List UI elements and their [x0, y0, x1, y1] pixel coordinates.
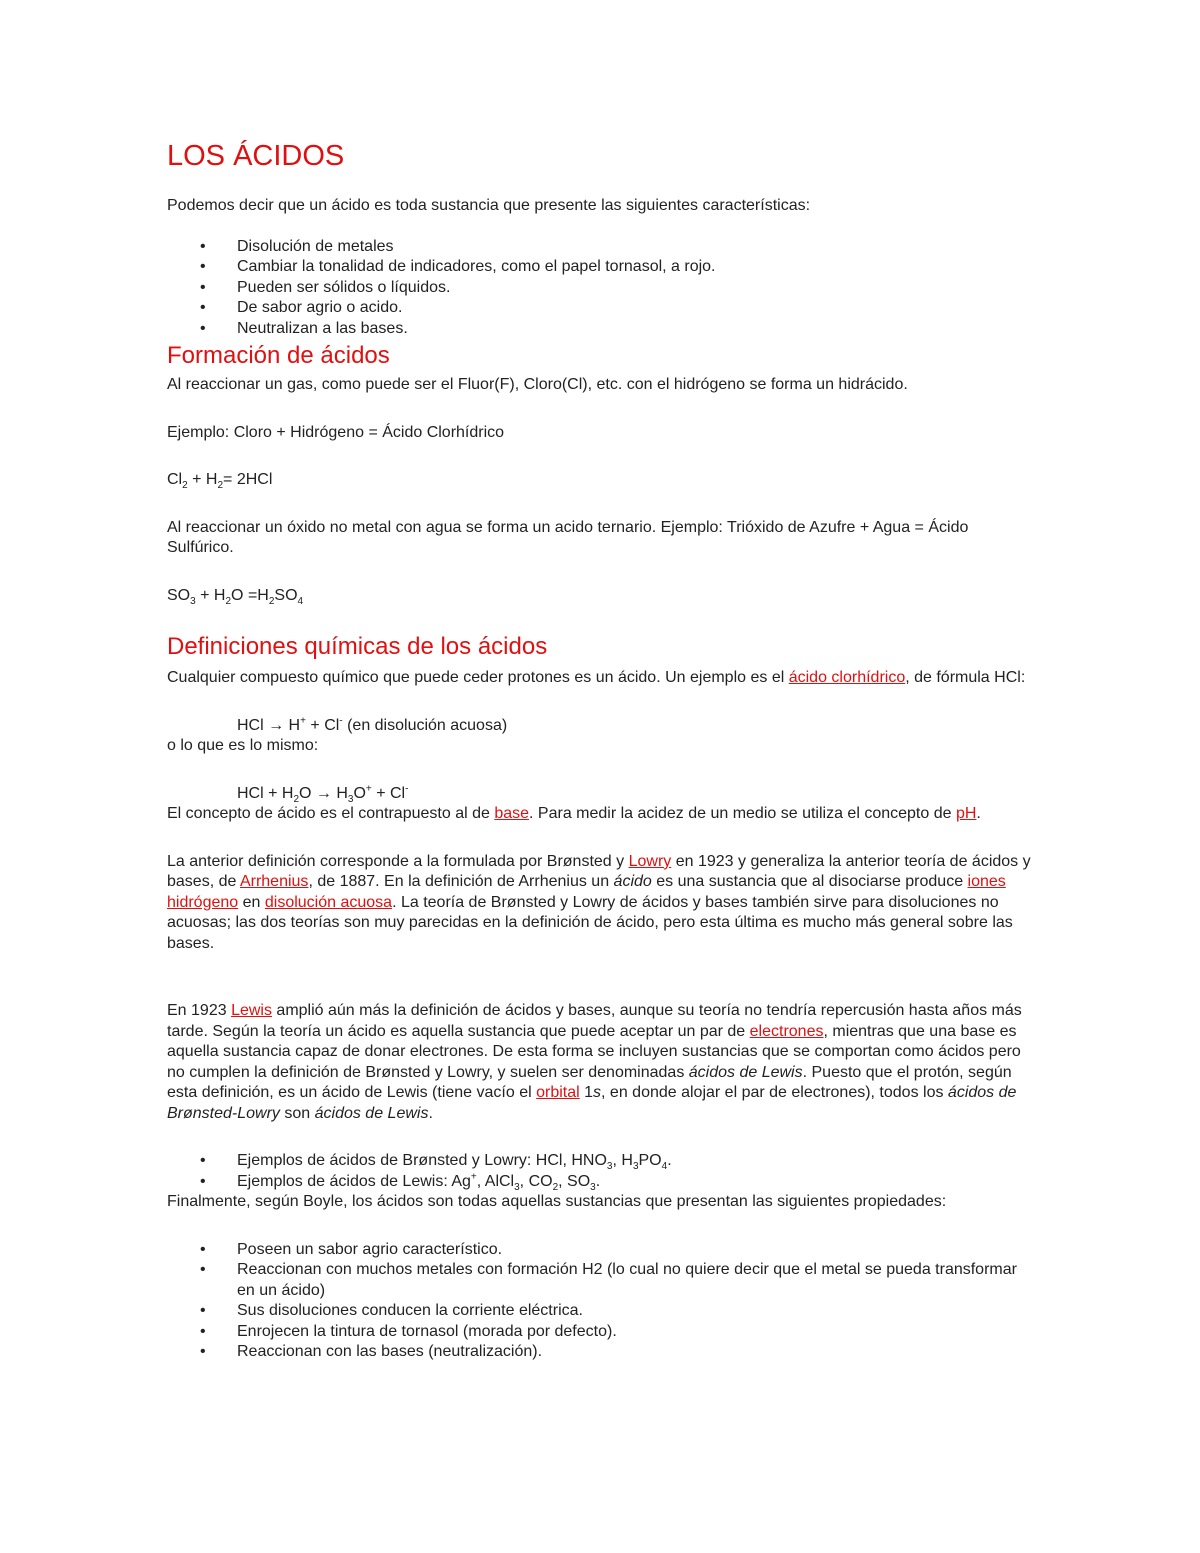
- list-item: • Enrojecen la tintura de tornasol (morada por defecto).: [167, 1322, 1033, 1343]
- eq-part: SO: [274, 586, 298, 604]
- spacer: [167, 825, 1033, 852]
- spacer: [167, 689, 1033, 716]
- eq-sub: 3: [632, 1161, 639, 1173]
- text: es una sustancia que al disociarse produce: [651, 873, 968, 890]
- section-heading-formation: Formación de ácidos: [167, 342, 390, 369]
- eq-sub: 2: [293, 793, 300, 805]
- link-electrones[interactable]: electrones: [749, 1022, 824, 1040]
- definitions-paragraph-6: Finalmente, según Boyle, los ácidos son todas aquellas sustancias que presentan las siguientes propiedades:: [167, 1193, 947, 1210]
- eq-sub: 2: [217, 480, 224, 492]
- emphasis: ácido: [613, 873, 652, 890]
- eq-sub: 3: [514, 1181, 520, 1193]
- emphasis: ácidos de Brønsted-Lowry: [167, 1084, 1017, 1122]
- list-item: • Cambiar la tonalidad de indicadores, como el papel tornasol, a rojo.: [167, 257, 1033, 278]
- document-page: [167, 138, 1033, 1363]
- list-item: • Disolución de metales: [167, 237, 1033, 258]
- list-item: • Reaccionan con muchos metales con formación H2 (lo cual no quiere decir que el metal se pueda transformar en un ácido): [167, 1260, 1033, 1301]
- text: , CO: [519, 1172, 553, 1190]
- spacer: [167, 443, 1033, 470]
- text: , H: [612, 1152, 633, 1169]
- equation-chlorine: [167, 470, 1033, 491]
- spacer: [167, 757, 1033, 784]
- formation-paragraph-1: Al reaccionar un gas, como puede ser el Fluor(F), Cloro(Cl), etc. con el hidrógeno se forma un hidrácido.: [167, 376, 908, 393]
- characteristics-list: [167, 237, 1033, 340]
- link-base[interactable]: base: [494, 805, 530, 822]
- list-item: [167, 1172, 1033, 1193]
- equation-hcl-dissociation: [167, 716, 1033, 737]
- link-iones[interactable]: iones: [967, 873, 1006, 890]
- text: .: [667, 1152, 672, 1169]
- section-heading-definitions: Definiciones químicas de los ácidos: [167, 633, 548, 660]
- eq-part: O =H: [231, 586, 269, 604]
- eq-part: Cl: [167, 471, 183, 488]
- eq-part: (en disolución acuosa): [342, 716, 508, 734]
- text: en: [238, 893, 265, 911]
- definitions-paragraph-1: [167, 668, 1033, 689]
- definitions-paragraph-5: [167, 1001, 1033, 1124]
- eq-part: + H: [187, 471, 218, 488]
- formation-paragraph-3: Al reaccionar un óxido no metal con agua se forma un acido ternario. Ejemplo: Trióxido de Azufre + Agua = Ácido Sulfúrico.: [167, 518, 969, 556]
- eq-part: + Cl: [371, 784, 406, 802]
- eq-part: O → H: [299, 784, 348, 802]
- spacer: [167, 396, 1033, 423]
- eq-sub: 3: [606, 1161, 613, 1173]
- list-item: [167, 1151, 1033, 1172]
- spacer: [167, 1124, 1033, 1151]
- eq-sub: 2: [552, 1181, 559, 1193]
- list-item: • Sus disoluciones conducen la corriente eléctrica.: [167, 1301, 1033, 1322]
- list-item: • Neutralizan a las bases.: [167, 319, 1033, 340]
- list-item: • Reaccionan con las bases (neutralización).: [167, 1342, 1033, 1363]
- link-arrhenius[interactable]: Arrhenius: [239, 873, 309, 890]
- eq-part: + Cl: [305, 716, 340, 734]
- eq-sup: -: [339, 715, 343, 727]
- eq-sub: 4: [661, 1161, 668, 1173]
- definitions-paragraph-3: [167, 804, 1033, 825]
- link-orbital[interactable]: orbital: [536, 1084, 580, 1101]
- link-lewis[interactable]: Lewis: [231, 1002, 272, 1019]
- eq-sub: 4: [297, 595, 304, 607]
- eq-sub: 3: [347, 793, 354, 805]
- eq-part: SO: [167, 586, 191, 604]
- text: , SO: [558, 1172, 591, 1190]
- spacer: [167, 954, 1033, 1001]
- emphasis: ácidos de Lewis: [314, 1104, 429, 1122]
- eq-part: + H: [195, 586, 226, 604]
- spacer: [167, 491, 1033, 518]
- text: .: [428, 1104, 433, 1122]
- emphasis: s: [593, 1084, 602, 1101]
- text: La anterior definición corresponde a la formulada por Brønsted y: [167, 852, 629, 870]
- link-lowry[interactable]: Lowry: [628, 852, 672, 870]
- text: El concepto de ácido es el contrapuesto al de: [167, 805, 495, 822]
- eq-sub: 2: [268, 595, 275, 607]
- eq-sup: +: [365, 783, 372, 795]
- eq-part: HCl + H: [237, 784, 294, 802]
- text: . Puesto que el protón, según esta definición, es un ácido de Lewis (tiene vacío el: [167, 1063, 1012, 1101]
- spacer: [167, 217, 1033, 237]
- eq-sup: +: [470, 1171, 477, 1183]
- list-item: • Pueden ser sólidos o líquidos.: [167, 278, 1033, 299]
- emphasis: ácidos de Lewis: [688, 1063, 803, 1081]
- spacer: [167, 1213, 1033, 1240]
- text: 1: [579, 1084, 594, 1101]
- intro-paragraph: Podemos decir que un ácido es toda sustancia que presente las siguientes características:: [167, 197, 811, 214]
- eq-sub: 2: [225, 595, 232, 607]
- eq-part: O: [353, 784, 366, 802]
- eq-sup: +: [300, 715, 306, 727]
- eq-sup: -: [405, 783, 409, 795]
- text: , en donde alojar el par de electrones), todos los: [601, 1084, 948, 1101]
- spacer: [167, 559, 1033, 586]
- formation-paragraph-2: Ejemplo: Cloro + Hidrógeno = Ácido Clorhídrico: [167, 423, 505, 441]
- link-hidrogeno[interactable]: hidrógeno: [167, 893, 239, 911]
- text: en 1923 y generaliza la anterior teoría de ácidos y bases, de: [167, 852, 1031, 890]
- text: , de 1887. En la definición de Arrhenius un: [308, 873, 614, 890]
- eq-part: = 2HCl: [223, 471, 273, 488]
- text: Cualquier compuesto químico que puede ceder protones es un ácido. Un ejemplo es el: [167, 669, 789, 686]
- properties-list: [167, 1240, 1033, 1363]
- text: Ejemplos de ácidos de Lewis: Ag: [237, 1172, 471, 1190]
- link-disolucion-acuosa[interactable]: disolución acuosa: [264, 893, 393, 911]
- text: En 1923: [167, 1002, 232, 1019]
- examples-list: [167, 1151, 1033, 1192]
- list-item: • De sabor agrio o acido.: [167, 298, 1033, 319]
- list-item: • Poseen un sabor agrio característico.: [167, 1240, 1033, 1261]
- text: .: [595, 1172, 601, 1190]
- text: , mientras que una base es aquella sustancia capaz de donar electrones. De esta forma se incluyen sustancias que se comportan como ácidos pero no cumplen la definición de Brønsted y Lowry, y suelen ser denominadas: [167, 1022, 1021, 1081]
- link-ph[interactable]: pH: [955, 805, 977, 822]
- eq-sub: 2: [182, 480, 188, 492]
- eq-part: HCl → H: [237, 716, 301, 734]
- link-acido-clorhidrico[interactable]: ácido clorhídrico: [788, 669, 906, 686]
- text: son: [279, 1104, 315, 1122]
- text: amplió aún más la definición de ácidos y bases, aunque su teoría no tendría repercusión hasta años más tarde. Según la teoría un ácido es aquella sustancia que puede aceptar un par de: [167, 1002, 1022, 1040]
- eq-sub: 3: [190, 595, 196, 607]
- page-title: LOS ÁCIDOS: [167, 140, 345, 172]
- definitions-paragraph-2: o lo que es lo mismo:: [167, 737, 319, 754]
- equation-sulfuric: [167, 586, 1033, 607]
- eq-sub: 3: [590, 1181, 596, 1193]
- definitions-paragraph-4: [167, 852, 1033, 955]
- text: , de fórmula HCl:: [905, 669, 1026, 686]
- text: .: [976, 805, 981, 822]
- text: . Para medir la acidez de un medio se utiliza el concepto de: [529, 805, 956, 822]
- text: . La teoría de Brønsted y Lowry de ácidos y bases también sirve para disoluciones no acuosas; las dos teorías son muy parecidas en la definición de ácido, pero esta última es mucho más general sobre las bases.: [167, 893, 1013, 952]
- equation-hcl-water: [167, 784, 1033, 805]
- text: PO: [638, 1152, 662, 1169]
- text: Ejemplos de ácidos de Brønsted y Lowry: HCl, HNO: [237, 1152, 607, 1169]
- text: , AlCl: [476, 1172, 515, 1190]
